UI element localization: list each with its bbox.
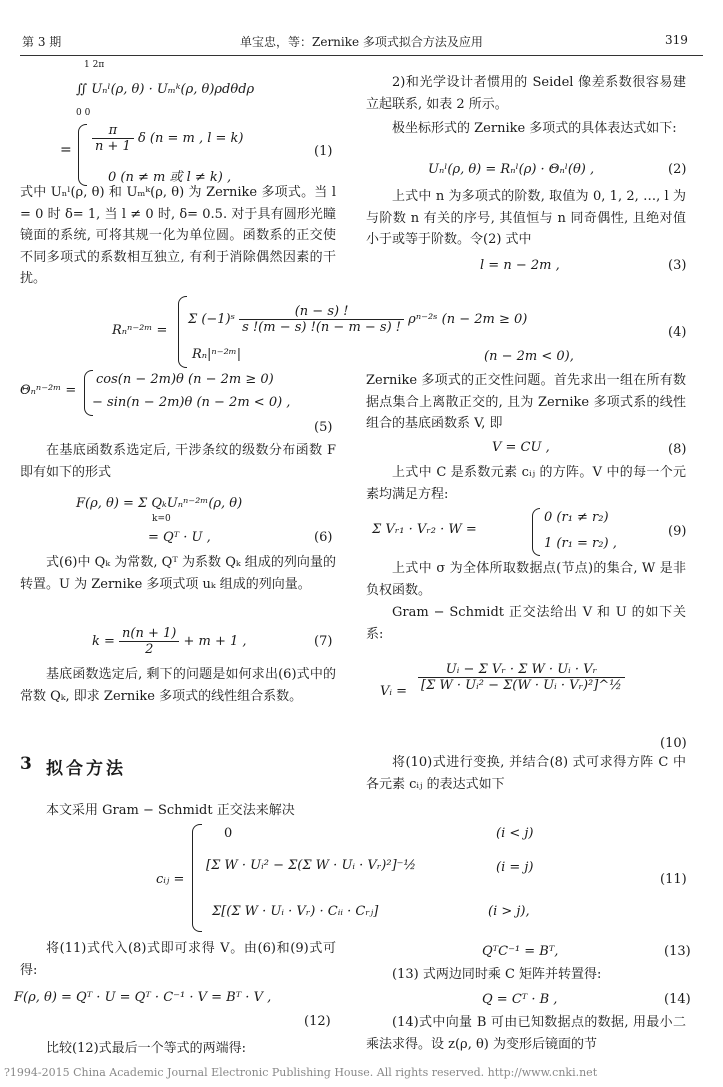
eq1-integral: ∬ Uₙˡ(ρ, θ) · Uₘᵏ(ρ, θ)ρdθdρ xyxy=(76,82,255,97)
eq10-lhs: Vᵢ = xyxy=(380,684,408,699)
right-paragraph-4: Zernike 多项式的正交性问题。首先求出一组在所有数据点集合上离散正交的, 且为 Zernike 多项式系的线性组合的基底函数系 V, 即 xyxy=(366,373,686,431)
section-title: 拟合方法 xyxy=(46,759,126,779)
eq9-case1: 0 (r₁ ≠ r₂) xyxy=(544,510,609,525)
eq7-den: 2 xyxy=(145,642,154,657)
right-paragraph-6: 上式中 σ 为全体所取数据点(节点)的集合, W 是非负权函数。 xyxy=(366,561,686,598)
eq7-lhs: k = xyxy=(92,634,115,649)
eq4-case1-num: (n − s) ! xyxy=(239,304,404,320)
eq4-number: (4) xyxy=(668,325,687,340)
eq5-case1: cos(n − 2m)θ (n − 2m ≥ 0) xyxy=(96,372,274,387)
eq12-number: (12) xyxy=(304,1014,331,1029)
eq6-line1: F(ρ, θ) = Σ QₖUₙⁿ⁻²ᵐ(ρ, θ) xyxy=(76,496,243,511)
eq3: l = n − 2m , xyxy=(480,258,560,273)
eq12: F(ρ, θ) = Qᵀ · U = Qᵀ · C⁻¹ · V = Bᵀ · V , xyxy=(14,990,272,1005)
eq7-rest: + m + 1 , xyxy=(183,634,247,649)
eq13: QᵀC⁻¹ = Bᵀ, xyxy=(482,944,559,959)
eq4-case1-rest: ρⁿ⁻²ˢ (n − 2m ≥ 0) xyxy=(408,312,528,327)
right-paragraph-1: 2)和光学设计者惯用的 Seidel 像差系数很容易建立起联系, 如表 2 所示。 xyxy=(366,75,686,112)
eq5-case2: − sin(n − 2m)θ (n − 2m < 0) , xyxy=(92,395,291,410)
right-paragraph-2: 极坐标形式的 Zernike 多项式的具体表达式如下: xyxy=(392,121,677,136)
eq1-limits-top: 1 2π xyxy=(84,60,105,70)
bottom-left-paragraph-1: 将(11)式代入(8)式即可求得 V。由(6)和(9)式可得: xyxy=(20,941,336,978)
running-title: 单宝忠，等：Zernike 多项式拟合方法及应用 xyxy=(240,35,483,49)
eq2-number: (2) xyxy=(668,162,687,177)
page-number: 319 xyxy=(665,33,688,47)
eq4-brace xyxy=(178,296,187,368)
right-paragraph-7: Gram − Schmidt 正交法给出 V 和 U 的如下关系: xyxy=(366,605,686,642)
section-number: 3 xyxy=(20,754,32,774)
eq11-case1-condition: (i < j) xyxy=(496,826,534,841)
left-paragraph-4: 基底函数选定后, 剩下的问题是如何求出(6)式中的常数 Qₖ, 即求 Zernike 多项式的线性组合系数。 xyxy=(20,667,336,704)
eq11-number: (11) xyxy=(660,872,687,887)
eq10-number: (10) xyxy=(660,736,687,751)
eq3-number: (3) xyxy=(668,258,687,273)
eq1-case1-rest: δ (n = m , l = k) xyxy=(137,131,244,146)
eq1-number: (1) xyxy=(314,144,333,159)
left-paragraph-1: 式中 Uₙˡ(ρ, θ) 和 Uₘᵏ(ρ, θ) 为 Zernike 多项式。当 l = 0 时 δ= 1, 当 l ≠ 0 时, δ= 0.5. 对于具有圆形光瞳镜面的系统, 可将其规一化为单位圆。函数系的正交使不同多项式的系数相互独立, 有利于消除偶然因素的干扰。 xyxy=(20,185,336,286)
bottom-left-paragraph-2: 比较(12)式最后一个等式的两端得: xyxy=(46,1041,247,1056)
eq11-lhs: cᵢⱼ = xyxy=(156,872,185,887)
eq8: V = CU , xyxy=(492,440,550,455)
eq11-brace xyxy=(192,824,202,932)
eq9-number: (9) xyxy=(668,524,687,539)
eq5-number: (5) xyxy=(314,420,333,435)
eq10-den: [Σ W · Uᵢ² − Σ(W · Uᵢ · Vᵣ)²]^½ xyxy=(421,678,622,693)
eq5-lhs: Θₙⁿ⁻²ᵐ = xyxy=(20,383,77,398)
eq1-case1 xyxy=(92,123,244,154)
eq13-number: (13) xyxy=(664,944,691,959)
eq2: Uₙˡ(ρ, θ) = Rₙˡ(ρ) · Θₙˡ(θ) , xyxy=(428,162,595,177)
right-paragraph-8: 将(10)式进行变换, 并结合(8) 式可求得方阵 C 中各元素 cᵢⱼ 的表达式如下 xyxy=(366,755,686,792)
eq11-case3-condition: (i > j), xyxy=(488,904,530,919)
left-paragraph-3: 式(6)中 Qₖ 为常数, Qᵀ 为系数 Qₖ 组成的列向量的转置。U 为 Zernike 多项式项 uₖ 组成的列向量。 xyxy=(20,555,336,592)
eq1-case1-num: π xyxy=(92,123,134,139)
eq4-lhs: Rₙⁿ⁻²ᵐ = xyxy=(112,323,168,338)
right-paragraph-3: 上式中 n 为多项式的阶数, 取值为 0, 1, 2, …, l 为与阶数 n 有关的序号, 其值恒与 n 同奇偶性, 且绝对值小于或等于阶数。令(2) 式中 xyxy=(366,189,686,247)
eq7-num: n(n + 1) xyxy=(119,626,179,642)
issue-number: 第 3 期 xyxy=(22,35,62,49)
footer-copyright: ?1994-2015 China Academic Journal Electronic Publishing House. All rights reserved. http://www.cnki.net xyxy=(4,1066,598,1079)
eq11-case2-condition: (i = j) xyxy=(496,860,534,875)
eq4-case1 xyxy=(188,304,527,335)
bottom-right-paragraph-2: (14)式中向量 B 可由已知数据点的数据, 用最小二乘法求得。设 z(ρ, θ) 为变形后镜面的节 xyxy=(366,1015,686,1052)
eq8-number: (8) xyxy=(668,442,687,457)
left-paragraph-5: 本文采用 Gram − Schmidt 正交法来解决 xyxy=(46,803,295,818)
eq6-limit: k=0 xyxy=(152,514,171,524)
eq4-sum: Σ (−1)ˢ xyxy=(188,312,236,327)
eq1-case2: 0 (n ≠ m 或 l ≠ k) , xyxy=(108,170,232,185)
eq7-number: (7) xyxy=(314,634,333,649)
eq1-limits-bottom: 0 0 xyxy=(76,108,91,118)
header-rule xyxy=(20,55,703,56)
eq11-case1: 0 xyxy=(224,826,233,841)
eq10-num: Uᵢ − Σ Vᵣ · Σ W · Uᵢ · Vᵣ xyxy=(418,662,625,678)
eq11-case2: [Σ W · Uᵢ² − Σ(Σ W · Uᵢ · Vᵣ)²]⁻½ xyxy=(206,858,417,873)
eq1-case1-den: n + 1 xyxy=(95,139,131,154)
eq4-case2: Rₙ|ⁿ⁻²ᵐ| xyxy=(192,347,242,362)
eq7 xyxy=(92,626,247,657)
eq1-brace xyxy=(78,124,87,186)
eq4-case1-den: s !(m − s) !(n − m − s) ! xyxy=(242,320,402,335)
bottom-right-paragraph-1: (13) 式两边同时乘 C 矩阵并转置得: xyxy=(392,967,602,982)
eq9-case2: 1 (r₁ = r₂) , xyxy=(544,536,617,551)
left-paragraph-2: 在基底函数系选定后, 干涉条纹的级数分布函数 F 即有如下的形式 xyxy=(20,443,336,480)
eq14: Q = Cᵀ · B , xyxy=(482,992,558,1007)
right-paragraph-5: 上式中 C 是系数元素 cᵢⱼ 的方阵。V 中的每一个元素均满足方程: xyxy=(366,465,686,502)
eq10-fraction xyxy=(418,662,625,693)
eq6-line2: = Qᵀ · U , xyxy=(148,530,211,545)
eq6-number: (6) xyxy=(314,530,333,545)
eq14-number: (14) xyxy=(664,992,691,1007)
eq4-case2-condition: (n − 2m < 0), xyxy=(484,349,574,364)
eq9-brace xyxy=(532,508,540,556)
eq9-lhs: Σ Vᵣ₁ · Vᵣ₂ · W = xyxy=(372,522,477,537)
eq11-case3: Σ[(Σ W · Uᵢ · Vᵣ) · Cᵢᵢ · Cᵣⱼ] xyxy=(212,904,379,919)
